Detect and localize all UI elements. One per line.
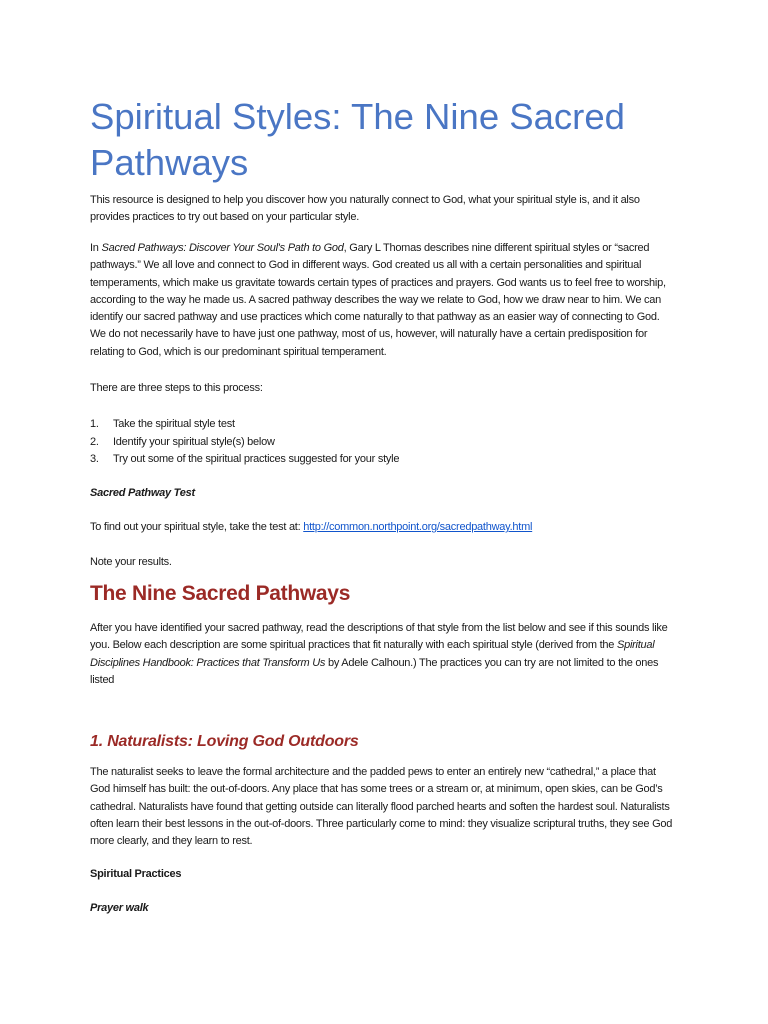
sacred-pathways-paragraph (90, 240, 678, 361)
list-item-text: Try out some of the spiritual practices suggested for your style (113, 453, 400, 465)
naturalists-description: The naturalist seeks to leave the formal architecture and the padded pews to enter an entirely new “cathedral,” a place that God himself has built: the out-of-doors. Any place that has some trees or a stream or, at minimum, open skies, can be God’s cathedral. Naturalists have found that getting outside can literally flood parched hearts and soften the hardest soul. Naturalists often learn their best lessons in the out-of-doors. Three particularly come to mind: they visualize scriptural truths, they see God more clearly, and they learn to rest. (90, 766, 673, 848)
list-item-number: 3. (90, 453, 99, 465)
list-item-text: Take the spiritual style test (113, 418, 235, 430)
para2-body: , Gary L Thomas describes nine different spiritual styles or “sacred pathways.” We all love and connect to God in different ways. God created us all with a certain personalities and spiritual temperaments, which make us gravitate towards certain types of practices and prayers. God wants us to feel free to worship, according to the way he made us. A sacred pathway describes the way we relate to God, how we draw near to him. We can identify our sacred pathway and use practices which come naturally to that pathway as an easier way of connecting to God. We do not necessarily have to have just one pathway, most of us, however, will naturally have a certain predisposition for relating to God, which is our predominant spiritual temperament. (90, 242, 666, 358)
test-link[interactable]: http://common.northpoint.org/sacredpathway.html (303, 521, 533, 533)
section-heading: The Nine Sacred Pathways (90, 582, 351, 605)
list-item (90, 416, 678, 434)
handbook-title: Spiritual Disciplines Handbook: Practices that Transform Us (90, 639, 655, 669)
spiritual-practices-heading: Spiritual Practices (90, 868, 182, 880)
list-item-text: Identify your spiritual style(s) below (113, 435, 275, 448)
section-paragraph (90, 620, 678, 689)
book-title: Sacred Pathways: Discover Your Soul's Path to God (101, 242, 344, 254)
prayer-walk-heading: Prayer walk (90, 902, 149, 914)
section-para-part1: After you have identified your sacred pathway, read the descriptions of that style from the list below and see if this sounds like you. Below each description are some spiritual practices that fit naturally with each spiritual style (derived from the (90, 622, 668, 652)
test-heading: Sacred Pathway Test (90, 487, 195, 499)
document-title: Spiritual Styles: The Nine Sacred Pathways (90, 96, 625, 183)
list-item-number: 1. (90, 418, 99, 430)
naturalists-heading: 1. Naturalists: Loving God Outdoors (90, 733, 359, 750)
list-item (90, 451, 678, 469)
test-paragraph (90, 519, 678, 536)
para2-prefix: In (90, 242, 102, 254)
note-paragraph: Note your results. (90, 556, 172, 568)
steps-list (90, 416, 678, 469)
test-text: To find out your spiritual style, take the test at: (90, 521, 304, 533)
list-item-number: 2. (90, 435, 99, 448)
intro-paragraph: This resource is designed to help you discover how you naturally connect to God, what your spiritual style is, and it also provides practices to try out based on your particular style. (90, 194, 640, 224)
steps-intro: There are three steps to this process: (90, 382, 263, 394)
list-item (90, 434, 678, 452)
section-para-part2: by Adele Calhoun.) The practices you can try are not limited to the ones listed (90, 656, 659, 686)
